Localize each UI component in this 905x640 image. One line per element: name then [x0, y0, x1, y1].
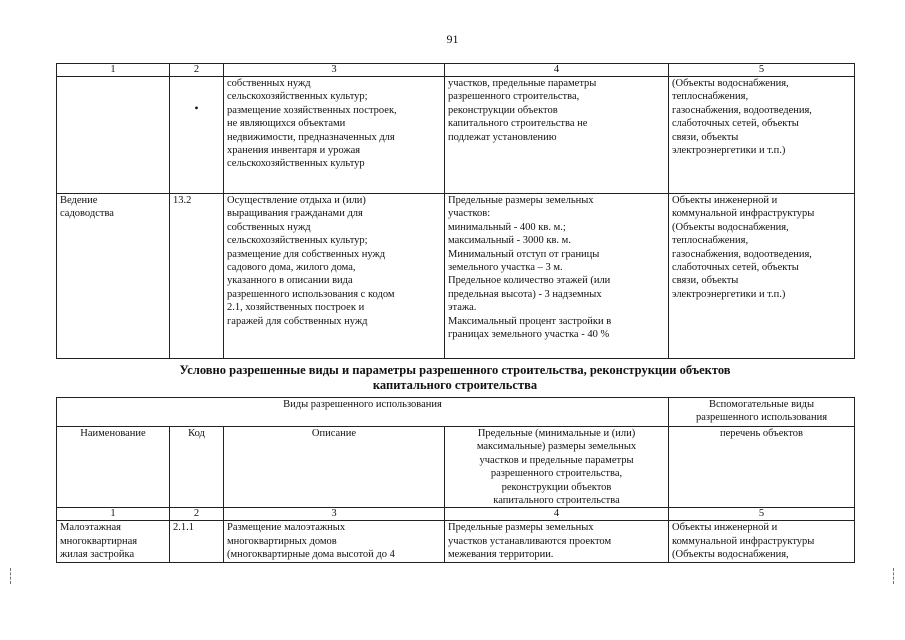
use-description-cell: Осуществление отдыха и (или) выращивания гражданами для собственных нужд сельскохозяйственных культур; размещение для собственных нужд садового дома, жилого дома, указанного в описании вида разрешенного использования с кодом 2.1, хозяйственных построек и гаражей для собственных нужд	[224, 194, 445, 359]
header-code: Код	[170, 427, 224, 508]
group-header-row	[57, 398, 855, 427]
column-numbers-row	[57, 64, 855, 77]
use-name-cell	[57, 77, 170, 194]
use-parameters-cell: Предельные размеры земельных участков устанавливаются проектом межевания территории.	[445, 521, 669, 562]
column-number-3: 3	[224, 508, 445, 521]
permitted-uses-table-continued	[56, 63, 855, 359]
scan-edge-mark-right	[893, 568, 895, 584]
use-name-cell: Ведение садоводства	[57, 194, 170, 359]
use-description-cell: собственных нужд сельскохозяйственных культур; размещение хозяйственных построек, не являющихся объектами недвижимости, предназначенных для хранения инвентаря и урожая сельскохозяйственных культур	[224, 77, 445, 194]
header-parameters: Предельные (минимальные и (или) максимальные) размеры земельных участков и предельные параметры разрешенного строительства, реконструкции объектов капитального строительства	[445, 427, 669, 508]
conditional-uses-table	[56, 397, 855, 563]
column-number-4: 4	[445, 64, 669, 77]
use-code-cell: 2.1.1	[170, 521, 224, 562]
scan-edge-mark-left	[10, 568, 12, 584]
column-number-1: 1	[57, 64, 170, 77]
page-number: 91	[446, 32, 459, 46]
column-number-1: 1	[57, 508, 170, 521]
column-number-4: 4	[445, 508, 669, 521]
use-parameters-cell: Предельные размеры земельных участков: минимальный - 400 кв. м.; максимальный - 3000 кв. м. Минимальный отступ от границы земельного участка – 3 м. Предельное количество этажей (или предельная высота) - 3 надземных этажа. Максимальный процент застройки в границах земельного участка - 40 %	[445, 194, 669, 359]
column-number-5: 5	[669, 64, 855, 77]
table-row	[57, 521, 855, 562]
column-header-row	[57, 427, 855, 508]
auxiliary-uses-group-header: Вспомогательные виды разрешенного использования	[669, 398, 855, 427]
column-number-3: 3	[224, 64, 445, 77]
use-name-cell: Малоэтажная многоквартирная жилая застройка	[57, 521, 170, 562]
permitted-uses-group-header: Виды разрешенного использования	[57, 398, 669, 427]
header-name: Наименование	[57, 427, 170, 508]
column-number-2: 2	[170, 508, 224, 521]
table-row	[57, 194, 855, 359]
use-description-cell: Размещение малоэтажных многоквартирных домов (многоквартирные дома высотой до 4	[224, 521, 445, 562]
header-description: Описание	[224, 427, 445, 508]
section-title: Условно разрешенные виды и параметры разрешенного строительства, реконструкции объектов капитального строительства	[179, 363, 731, 392]
column-numbers-row	[57, 508, 855, 521]
auxiliary-objects-cell: (Объекты водоснабжения, теплоснабжения, газоснабжения, водоотведения, слаботочных сетей, объекты связи, объекты электроэнергетики и т.п.)	[669, 77, 855, 194]
column-number-2: 2	[170, 64, 224, 77]
table-row	[57, 77, 855, 194]
use-code-cell: 13.2	[170, 194, 224, 359]
use-code-cell	[170, 77, 224, 194]
header-auxiliary: перечень объектов	[669, 427, 855, 508]
auxiliary-objects-cell: Объекты инженерной и коммунальной инфраструктуры (Объекты водоснабжения, теплоснабжения, газоснабжения, водоотведения, слаботочных сетей, объекты связи, объекты электроэнергетики и т.п.)	[669, 194, 855, 359]
column-number-5: 5	[669, 508, 855, 521]
bullet-mark: •	[194, 101, 199, 116]
use-parameters-cell: участков, предельные параметры разрешенного строительства, реконструкции объектов капитального строительства не подлежат установлению	[445, 77, 669, 194]
auxiliary-objects-cell: Объекты инженерной и коммунальной инфраструктуры (Объекты водоснабжения,	[669, 521, 855, 562]
